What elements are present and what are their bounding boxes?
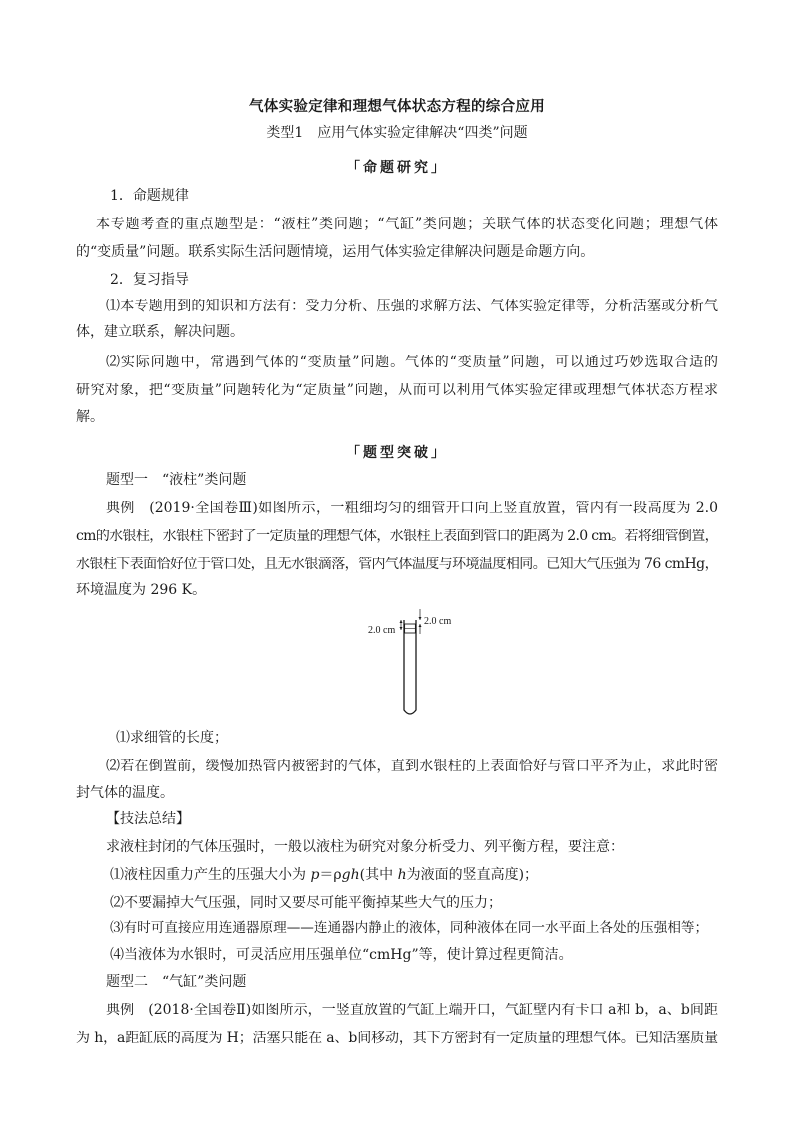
tube-figure xyxy=(360,606,470,718)
summary-point-4: ⑷当液体为水银时，可灵活应用压强单位“cmHg”等，使计算过程更简洁。 xyxy=(110,947,573,963)
tube-outline xyxy=(404,620,416,714)
paragraph-line: 体，建立联系，解决问题。 xyxy=(76,324,244,340)
document-title: 气体实验定律和理想气体状态方程的综合应用 xyxy=(249,98,545,115)
section-heading-breakthrough: 「题型突破」 xyxy=(346,445,448,461)
paragraph-line: 1．命题规律 xyxy=(110,188,189,204)
paragraph-line: 典例 (2018·全国卷Ⅱ)如图所示，一竖直放置的气缸上端开口，气缸壁内有卡口 a和 b，a、b间距 xyxy=(106,1003,718,1018)
problem-type-heading: 题型二 “气缸”类问题 xyxy=(106,974,247,990)
paragraph-line: 研究对象，把“变质量”问题转化为“定质量”问题，从而可以利用气体实验定律或理想气体状态方程求 xyxy=(76,383,718,398)
right-length-label: 2.0 cm xyxy=(424,616,452,627)
paragraph-line: 的“变质量”问题。联系实际生活问题情境，运用气体实验定律解决问题是命题方向。 xyxy=(76,244,595,260)
technique-summary-heading: 【技法总结】 xyxy=(106,811,190,827)
left-length-label: 2.0 cm xyxy=(368,625,396,636)
paragraph-line: 解。 xyxy=(76,409,104,425)
paragraph-line: 2．复习指导 xyxy=(110,272,189,288)
question-part-2: ⑵若在倒置前，缓慢加热管内被密封的气体，直到水银柱的上表面恰好与管口平齐为止，求此时密 xyxy=(106,759,718,774)
right-arrow-down xyxy=(419,617,422,620)
document-subtitle: 类型1 应用气体实验定律解决“四类”问题 xyxy=(266,125,528,141)
right-arrow-up xyxy=(419,624,422,627)
tube-diagram xyxy=(360,606,470,718)
paragraph-line: 封气体的温度。 xyxy=(76,785,174,801)
problem-type-heading: 题型一 “液柱”类问题 xyxy=(106,472,247,488)
summary-point-1: ⑴液柱因重力产生的压强大小为 p＝ρgh(其中 h为液面的竖直高度)； xyxy=(110,867,539,883)
paragraph-line: 为 h，a距缸底的高度为 H；活塞只能在 a、b间移动，其下方密封有一定质量的理想气体。已知活塞质量 xyxy=(76,1031,718,1046)
paragraph-line: ⑵实际问题中，常遇到气体的“变质量”问题。气体的“变质量”问题，可以通过巧妙选取合适的 xyxy=(106,355,718,370)
paragraph-line: 水银柱下表面恰好位于管口处，且无水银滴落，管内气体温度与环境温度相同。已知大气压强为 76 cmHg， xyxy=(76,557,718,572)
summary-point-2: ⑵不要漏掉大气压强，同时又要尽可能平衡掉某些大气的压力； xyxy=(110,895,502,911)
paragraph-line: cm的水银柱，水银柱下密封了一定质量的理想气体，水银柱上表面到管口的距离为 2.0 cm。若将细管倒置， xyxy=(76,529,718,544)
paragraph-line: 环境温度为 296 K。 xyxy=(76,582,207,598)
question-part-1: ⑴求细管的长度； xyxy=(116,730,228,746)
left-arrow-down xyxy=(400,627,403,630)
summary-point-3: ⑶有时可直接应用连通器原理——连通器内静止的液体，同种液体在同一水平面上各处的压强相等； xyxy=(110,920,709,936)
paragraph-line: 本专题考查的重点题型是：“液柱”类问题；“气缸”类问题；关联气体的状态变化问题；理想气体 xyxy=(96,217,718,232)
left-arrow-up xyxy=(400,620,403,623)
paragraph-line: 典例 (2019·全国卷Ⅲ)如图所示，一粗细均匀的细管开口向上竖直放置，管内有一段高度为 2.0 xyxy=(106,501,718,516)
paragraph-line: ⑴本专题用到的知识和方法有：受力分析、压强的求解方法、气体实验定律等，分析活塞或分析气 xyxy=(106,299,718,314)
paragraph-line: 求液柱封闭的气体压强时，一般以液柱为研究对象分析受力、列平衡方程，要注意： xyxy=(106,839,624,855)
section-heading-research: 「命题研究」 xyxy=(346,160,448,176)
